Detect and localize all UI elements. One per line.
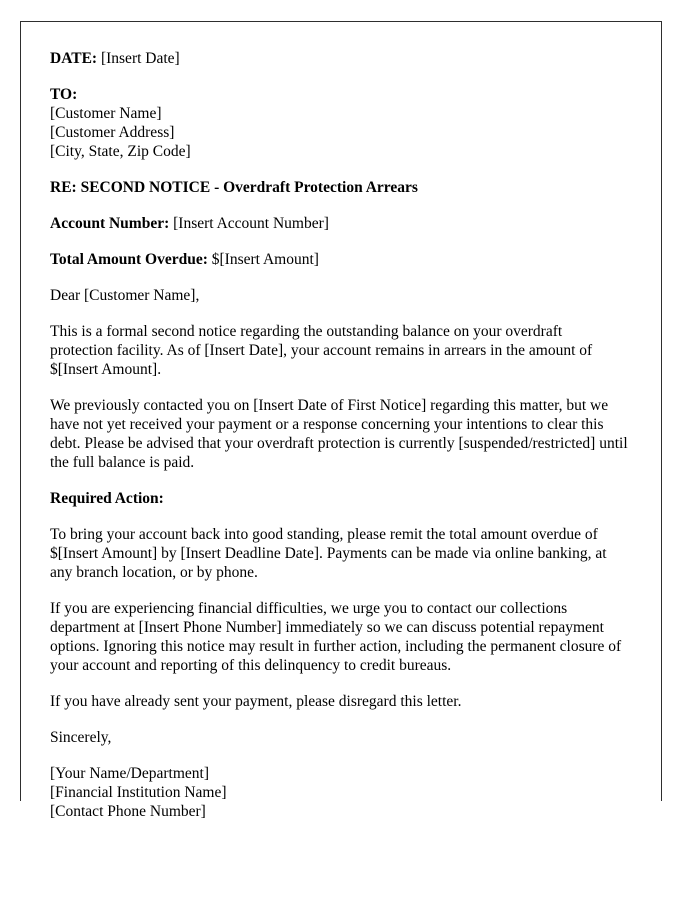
paragraph-disregard: If you have already sent your payment, please disregard this letter. (50, 693, 462, 710)
account-number-label: Account Number: (50, 215, 170, 232)
amount-overdue-line (50, 250, 628, 269)
signature-name-line: [Your Name/Department] (50, 765, 209, 782)
date-label: DATE: (50, 50, 98, 67)
to-label: TO: (50, 86, 78, 103)
paragraph-difficulties: If you are experiencing financial difficulties, we urge you to contact our collections department at [Insert Phone Number] immediately so we can discuss potential repayment options. Ignoring this notice may result in further action, including the permanent closure of your account and reporting of this delinquency to credit bureaus. (50, 600, 622, 674)
signature-institution-line: [Financial Institution Name] (50, 784, 227, 801)
amount-overdue-value: $[Insert Amount] (211, 251, 319, 268)
required-action-heading-text: Required Action: (50, 490, 164, 507)
recipient-address-line: [Customer Address] (50, 124, 175, 141)
subject-line (50, 178, 628, 197)
paragraph-intro: This is a formal second notice regarding the outstanding balance on your overdraft protection facility. As of [Insert Date], your account remains in arrears in the amount of $[Insert Amount]. (50, 323, 593, 378)
amount-overdue-label: Total Amount Overdue: (50, 251, 208, 268)
letter-document (20, 21, 662, 820)
date-value: [Insert Date] (100, 50, 180, 67)
signature-block (50, 764, 628, 821)
closing-line: Sincerely, (50, 729, 112, 746)
paragraph-previous-contact: We previously contacted you on [Insert Date of First Notice] regarding this matter, but we have not yet received your payment or a response concerning your intentions to clear this debt. Please be advised that your overdraft protection is currently [suspended/restricted] until the full balance is paid. (50, 397, 628, 471)
date-line (50, 49, 628, 68)
to-label-line (50, 85, 628, 104)
subject-text: RE: SECOND NOTICE - Overdraft Protection Arrears (50, 179, 418, 196)
account-number-line (50, 214, 628, 233)
recipient-name-line: [Customer Name] (50, 105, 162, 122)
signature-phone-line: [Contact Phone Number] (50, 803, 206, 820)
paragraph-remit: To bring your account back into good standing, please remit the total amount overdue of $[Insert Amount] by [Insert Deadline Date]. Payments can be made via online banking, at any branch location, or by phone. (50, 526, 607, 581)
account-number-value: [Insert Account Number] (173, 215, 329, 232)
required-action-heading (50, 489, 628, 508)
recipient-block (50, 85, 628, 161)
recipient-city-line: [City, State, Zip Code] (50, 143, 191, 160)
salutation-line: Dear [Customer Name], (50, 287, 200, 304)
